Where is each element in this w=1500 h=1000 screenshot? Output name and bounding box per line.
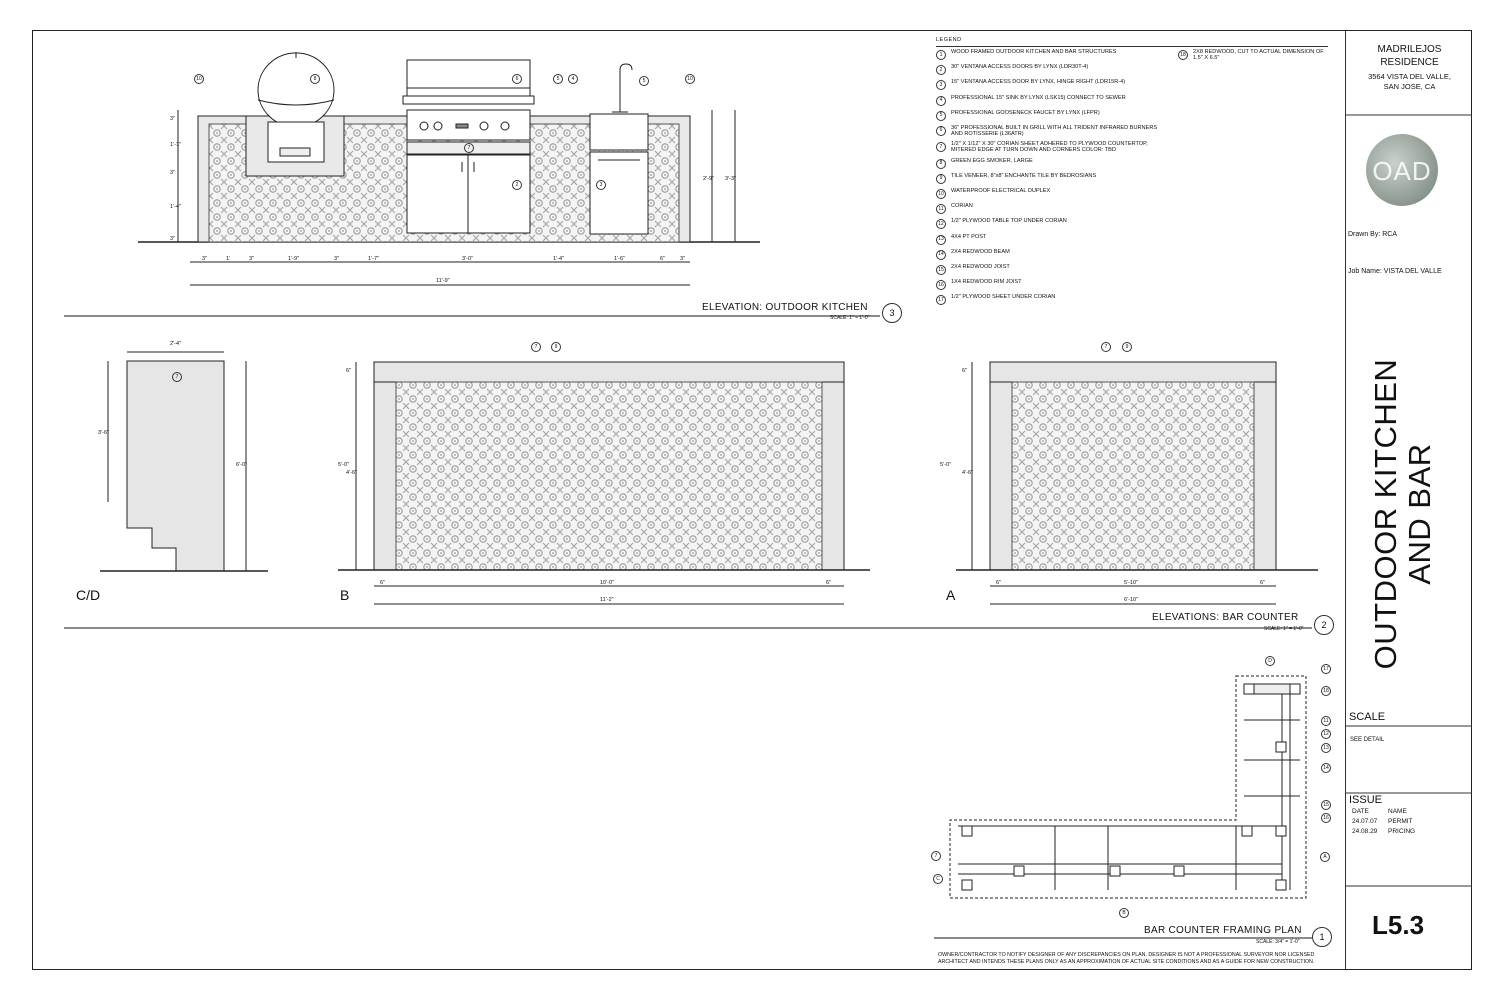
legend-number: 9 — [936, 174, 946, 184]
project-line: MADRILEJOS — [1377, 44, 1442, 55]
legend-item — [936, 189, 1166, 199]
legend-number: 11 — [936, 204, 946, 214]
callout-bubble: 9 — [1122, 342, 1132, 352]
dim-text: 3'-0" — [462, 256, 473, 262]
framing-view-number: 1 — [1312, 927, 1332, 947]
legend-column — [1178, 50, 1328, 66]
legend-title: LEGEND — [936, 38, 1328, 47]
legend-text: 1/2" PLYWOOD TABLE TOP UNDER CORIAN — [951, 218, 1067, 225]
callout-bubble: 5 — [639, 76, 649, 86]
dim-text: 3" — [249, 256, 255, 262]
dim-text: 11'-2" — [600, 597, 614, 603]
callout-bubble: 7 — [464, 143, 474, 153]
legend-number: 8 — [936, 159, 946, 169]
legend-item — [936, 235, 1166, 245]
legend-number: 10 — [936, 189, 946, 199]
legend-text: 30" VENTANA ACCESS DOORS BY LYNX (LDR30T-4) — [951, 64, 1089, 71]
legend-column — [936, 50, 1166, 311]
legend-text: 2X8 REDWOOD, CUT TO ACTUAL DIMENSION OF 1.5" X 6.5" — [1193, 49, 1324, 61]
sheet-title-line: AND BAR — [1402, 443, 1437, 585]
dim-text: 3" — [680, 256, 686, 262]
callout-bubble: 6 — [512, 74, 522, 84]
issue-date: 24.08.29 — [1352, 828, 1378, 835]
issue-date-header: DATE — [1352, 808, 1369, 815]
dim-text: 6'-10" — [1124, 597, 1139, 603]
bar-elevation-a — [956, 362, 1318, 604]
legend-item — [1178, 50, 1328, 61]
project-name — [1346, 43, 1473, 69]
dim-text: 2'-4" — [170, 341, 181, 347]
legend-item — [936, 219, 1166, 229]
dim-text: 3'-3" — [725, 176, 736, 182]
legend-item — [936, 265, 1166, 275]
legend-item — [936, 126, 1166, 137]
legend-text: CORIAN — [951, 203, 973, 210]
callout-bubble: 8 — [310, 74, 320, 84]
kitchen-elevation — [138, 52, 760, 285]
callout-bubble: 11 — [1321, 716, 1331, 726]
dim-text: 3'-6" — [98, 430, 109, 436]
dim-text: 10'-0" — [600, 580, 615, 586]
project-line: RESIDENCE — [1380, 57, 1439, 68]
sheet-number: L5.3 — [1372, 910, 1425, 940]
dim-text: 2'-9" — [703, 176, 714, 182]
logo-text: OAD — [1372, 156, 1432, 186]
dim-text: 6" — [996, 580, 1002, 586]
legend-text: 1X4 REDWOOD RIM JOIST — [951, 279, 1022, 286]
legend-text: GREEN EGG SMOKER, LARGE — [951, 157, 1033, 164]
dim-text: 6" — [1260, 580, 1266, 586]
dim-text: 3" — [170, 116, 176, 122]
dim-text: 6" — [660, 256, 666, 262]
legend-item — [936, 142, 1166, 153]
callout-bubble: 15 — [1321, 800, 1331, 810]
legend-item — [936, 174, 1166, 184]
dim-text: 11'-9" — [436, 278, 450, 284]
section-marker: C — [933, 874, 943, 884]
legend-number: 4 — [936, 96, 946, 106]
legend-text: TILE VENEER, 8"x8" ENCHANTE TILE BY BEDROSIANS — [951, 172, 1097, 179]
dim-text: 6" — [962, 368, 968, 374]
legend-text: WOOD FRAMED OUTDOOR KITCHEN AND BAR STRUCTURES — [951, 49, 1117, 55]
view-label-b: B — [340, 587, 350, 603]
callout-bubble: 9 — [551, 342, 561, 352]
legend-text: PROFESSIONAL GOOSENECK FAUCET BY LYNX (LFPR) — [951, 109, 1100, 116]
legend-number: 12 — [936, 219, 946, 229]
legend-number: 16 — [936, 280, 946, 290]
callout-bubble: 18 — [1321, 686, 1331, 696]
legend-item — [936, 65, 1166, 75]
bar-view-title: ELEVATIONS: BAR COUNTER — [1152, 612, 1299, 623]
framing-view-title: BAR COUNTER FRAMING PLAN — [1144, 925, 1302, 936]
dim-text: 1' — [226, 256, 231, 262]
dim-text: 3" — [170, 236, 176, 242]
callout-bubble: 2 — [512, 180, 522, 190]
legend-item — [936, 159, 1166, 169]
legend-item — [936, 50, 1166, 60]
dim-text: 1'-6" — [614, 256, 625, 262]
sheet-title-line: OUTDOOR KITCHEN — [1368, 358, 1403, 670]
callout-bubble: 16 — [1321, 813, 1331, 823]
legend-number: 6 — [936, 126, 946, 136]
issue-name: PERMIT — [1388, 818, 1413, 825]
callout-bubble: 17 — [1321, 664, 1331, 674]
callout-bubble: 10 — [194, 74, 204, 84]
issue-label: ISSUE — [1349, 794, 1383, 806]
dim-text: 3" — [170, 170, 176, 176]
kitchen-view-number: 3 — [882, 303, 902, 323]
kitchen-view-scale: SCALE: 1" = 1'-0" — [830, 315, 870, 321]
legend-text: WATERPROOF ELECTRICAL DUPLEX — [951, 188, 1051, 195]
sheet-title — [1369, 354, 1437, 674]
issue-date: 24.07.07 — [1352, 818, 1378, 825]
legend-text: 2X4 REDWOOD JOIST — [951, 264, 1010, 270]
view-label-a: A — [946, 587, 956, 603]
dim-text: 1'-4" — [553, 256, 564, 262]
legend-number: 1 — [936, 50, 946, 60]
dim-text: 1'-4" — [170, 204, 181, 210]
callout-bubble: 3 — [596, 180, 606, 190]
drawn-by: Drawn By: RCA — [1348, 231, 1398, 238]
bar-elevation-b — [338, 362, 870, 604]
sheet-title-vertical — [1358, 350, 1448, 670]
dim-text: 4'-6" — [346, 470, 357, 476]
dim-text: 1'-7" — [368, 256, 379, 262]
framing-plan — [950, 676, 1306, 898]
project-address — [1346, 72, 1473, 92]
job-name: Job Name: VISTA DEL VALLE — [1348, 268, 1442, 275]
dim-text: 6" — [826, 580, 832, 586]
legend-text: 15" VENTANA ACCESS DOOR BY LYNX, HINGE RIGHT (LDR15R-4) — [951, 79, 1126, 86]
legend-text: 1/2" X 1/12" X 30" CORIAN SHEET ADHERED TO PLYWOOD COUNTERTOP, MITERED EDGE AT TURN DOWN AND CORNERS COLOR: TBD — [951, 141, 1148, 153]
kitchen-view-title: ELEVATION: OUTDOOR KITCHEN — [702, 302, 868, 313]
legend-text: 4X4 PT POST — [951, 233, 987, 240]
framing-view-scale: SCALE: 3/4" = 1'-0" — [1256, 939, 1300, 945]
callout-bubble: 13 — [1321, 743, 1331, 753]
callout-bubble: 7 — [531, 342, 541, 352]
dim-text: 5'-10" — [1124, 580, 1139, 586]
callout-bubble: 14 — [1321, 763, 1331, 773]
dim-text: 5'-0" — [338, 462, 349, 468]
legend-text: 1/2" PLYWOOD SHEET UNDER CORIAN — [951, 294, 1056, 301]
disclaimer-note: OWNER/CONTRACTOR TO NOTIFY DESIGNER OF ANY DISCREPANCIES ON PLAN. DESIGNER IS NOT A PROFESSIONAL SURVEYOR NOR LICENSED ARCHITECT AND INTENDS THESE PLANS ONLY AS AN APPROXIMATION OF ACTUAL SITE CONDITIONS AND AS A GUIDE FOR NEW CONSTRUCTION. — [938, 952, 1315, 965]
dim-text: 4'-6" — [962, 470, 973, 476]
callout-bubble: 7 — [1101, 342, 1111, 352]
dim-text: 3" — [202, 256, 208, 262]
legend-item — [936, 280, 1166, 290]
bar-view-number: 2 — [1314, 615, 1334, 635]
callout-bubble: 4 — [568, 74, 578, 84]
legend-text: 2X4 REDWOOD BEAM — [951, 248, 1010, 255]
legend-number: 3 — [936, 80, 946, 90]
callout-bubble: 5 — [553, 74, 563, 84]
issue-name-header: NAME — [1388, 808, 1407, 815]
section-marker: A — [1320, 852, 1330, 862]
section-marker: D — [1265, 656, 1275, 666]
view-label-cd: C/D — [76, 587, 101, 603]
scale-label: SCALE — [1349, 711, 1386, 723]
bar-view-scale: SCALE: 1" = 1'-0" — [1264, 626, 1304, 632]
legend-number: 5 — [936, 111, 946, 121]
legend-number: 2 — [936, 65, 946, 75]
legend-number: 18 — [1178, 50, 1188, 60]
callout-bubble: 7 — [172, 372, 182, 382]
legend-text: 36" PROFESSIONAL BUILT IN GRILL WITH ALL TRIDENT INFRARED BURNERS AND ROTISSERIE (L36ATR) — [951, 124, 1158, 137]
section-marker: B — [1119, 908, 1129, 918]
dim-text: 6" — [380, 580, 386, 586]
legend-number: 13 — [936, 235, 946, 245]
legend-item — [936, 250, 1166, 260]
legend-item — [936, 80, 1166, 90]
callout-bubble: 10 — [685, 74, 695, 84]
dim-text: 1'-1" — [170, 142, 181, 148]
legend-item — [936, 295, 1166, 305]
legend-item — [936, 96, 1166, 106]
issue-name: PRICING — [1388, 828, 1416, 835]
dim-text: 5'-0" — [940, 462, 951, 468]
company-logo — [1366, 134, 1438, 206]
dim-text: 1'-9" — [288, 256, 299, 262]
legend — [936, 37, 1328, 303]
legend-item — [936, 204, 1166, 214]
dim-text: 3" — [334, 256, 340, 262]
legend-item — [936, 111, 1166, 121]
address-line: SAN JOSE, CA — [1383, 82, 1436, 91]
legend-number: 17 — [936, 295, 946, 305]
address-line: 3564 VISTA DEL VALLE, — [1368, 72, 1451, 81]
legend-text: PROFESSIONAL 15" SINK BY LYNX (LSK15) CONNECT TO SEWER — [951, 94, 1126, 101]
callout-bubble: 12 — [1321, 729, 1331, 739]
callout-bubble: 7 — [931, 851, 941, 861]
dim-text: 6'-0" — [236, 462, 247, 468]
dim-text: 6" — [346, 368, 352, 374]
scale-value: SEE DETAIL — [1350, 737, 1385, 743]
legend-number: 7 — [936, 142, 946, 152]
legend-number: 15 — [936, 265, 946, 275]
legend-number: 14 — [936, 250, 946, 260]
